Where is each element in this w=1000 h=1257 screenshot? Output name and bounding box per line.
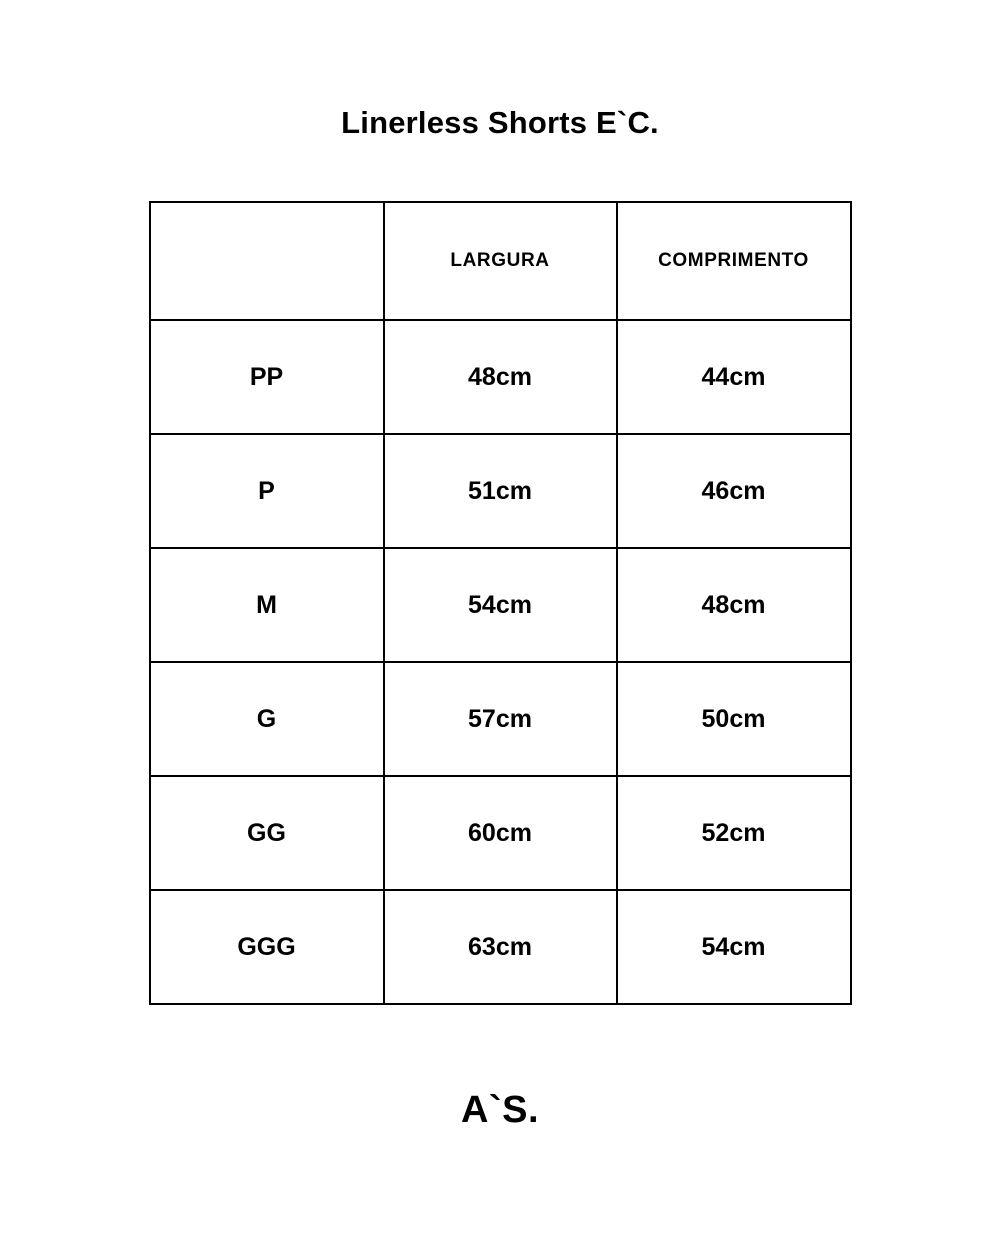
- column-header-size: [150, 202, 384, 320]
- table-row: [150, 662, 851, 776]
- table-row: [150, 548, 851, 662]
- table-row: [150, 434, 851, 548]
- footer-brand-mark: A`S.: [461, 1089, 539, 1132]
- cell-size: G: [150, 662, 384, 776]
- table-row: [150, 890, 851, 1004]
- cell-size: GG: [150, 776, 384, 890]
- cell-largura: 51cm: [384, 434, 617, 548]
- table-body: [150, 320, 851, 1004]
- cell-size: GGG: [150, 890, 384, 1004]
- cell-size: PP: [150, 320, 384, 434]
- cell-size: M: [150, 548, 384, 662]
- cell-comprimento: 54cm: [617, 890, 851, 1004]
- cell-largura: 48cm: [384, 320, 617, 434]
- cell-comprimento: 44cm: [617, 320, 851, 434]
- cell-comprimento: 46cm: [617, 434, 851, 548]
- table-row: [150, 776, 851, 890]
- column-header-comprimento: COMPRIMENTO: [617, 202, 851, 320]
- page-title: Linerless Shorts E`C.: [341, 105, 659, 140]
- cell-largura: 60cm: [384, 776, 617, 890]
- size-chart-table: [149, 201, 852, 1005]
- cell-comprimento: 52cm: [617, 776, 851, 890]
- column-header-largura: LARGURA: [384, 202, 617, 320]
- cell-size: P: [150, 434, 384, 548]
- cell-largura: 63cm: [384, 890, 617, 1004]
- cell-largura: 57cm: [384, 662, 617, 776]
- cell-comprimento: 50cm: [617, 662, 851, 776]
- table-row: [150, 320, 851, 434]
- cell-largura: 54cm: [384, 548, 617, 662]
- table-header: [150, 202, 851, 320]
- table-header-row: [150, 202, 851, 320]
- cell-comprimento: 48cm: [617, 548, 851, 662]
